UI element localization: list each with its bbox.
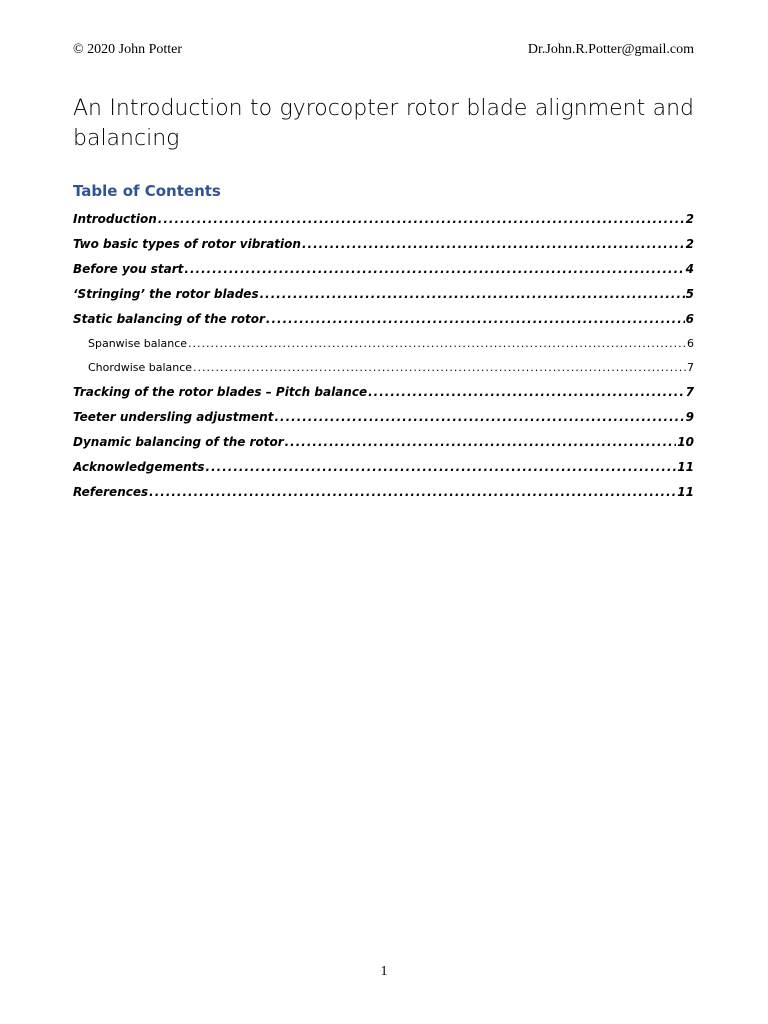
toc-entry[interactable]	[73, 435, 694, 460]
toc-entry-label: Teeter undersling adjustment	[73, 410, 274, 424]
toc-entry-label: Dynamic balancing of the rotor	[73, 435, 284, 449]
toc-entry-label: Chordwise balance	[88, 361, 193, 374]
toc-entry[interactable]	[73, 460, 694, 485]
toc-entry[interactable]	[73, 237, 694, 262]
toc-entry[interactable]	[73, 212, 694, 237]
toc-entry-label: Spanwise balance	[88, 337, 188, 350]
toc-entry-label: Tracking of the rotor blades – Pitch balance	[73, 385, 368, 399]
toc-entry-page: 9	[685, 410, 694, 424]
toc-leader-dots	[184, 262, 684, 276]
table-of-contents	[73, 212, 694, 510]
toc-leader-dots	[206, 460, 677, 474]
toc-entry-label: ‘Stringing’ the rotor blades	[73, 287, 259, 301]
toc-leader-dots	[285, 435, 677, 449]
toc-entry-page: 6	[685, 312, 694, 326]
toc-entry[interactable]	[73, 361, 694, 385]
toc-entry[interactable]	[73, 312, 694, 337]
toc-heading: Table of Contents	[73, 182, 221, 200]
toc-entry-page: 10	[677, 435, 694, 449]
toc-entry-page: 7	[687, 361, 694, 374]
toc-entry-label: Before you start	[73, 262, 184, 276]
header-email: Dr.John.R.Potter@gmail.com	[527, 42, 694, 57]
toc-entry-label: References	[73, 485, 149, 499]
toc-entry-page: 11	[677, 485, 694, 499]
header-copyright: © 2020 John Potter	[73, 42, 183, 57]
toc-leader-dots	[158, 212, 685, 226]
toc-entry-page: 2	[685, 212, 694, 226]
toc-leader-dots	[266, 312, 685, 326]
toc-leader-dots	[188, 337, 686, 350]
toc-entry-page: 6	[687, 337, 694, 350]
document-title: An Introduction to gyrocopter rotor blade alignment and balancing	[73, 96, 694, 151]
toc-leader-dots	[368, 385, 685, 399]
toc-entry-label: Static balancing of the rotor	[73, 312, 265, 326]
toc-leader-dots	[302, 237, 685, 251]
page-header	[73, 42, 694, 62]
toc-entry[interactable]	[73, 385, 694, 410]
page-number: 1	[380, 964, 388, 979]
toc-entry[interactable]	[73, 485, 694, 510]
toc-entry-page: 7	[685, 385, 694, 399]
toc-entry[interactable]	[73, 287, 694, 312]
toc-leader-dots	[149, 485, 676, 499]
toc-leader-dots	[274, 410, 684, 424]
toc-entry-label: Two basic types of rotor vibration	[73, 237, 301, 251]
toc-entry-label: Introduction	[73, 212, 157, 226]
toc-entry[interactable]	[73, 410, 694, 435]
toc-entry-page: 11	[677, 460, 694, 474]
toc-leader-dots	[260, 287, 685, 301]
toc-entry-page: 5	[685, 287, 694, 301]
toc-entry[interactable]	[73, 337, 694, 361]
toc-entry[interactable]	[73, 262, 694, 287]
toc-entry-page: 4	[685, 262, 694, 276]
toc-entry-label: Acknowledgements	[73, 460, 205, 474]
toc-entry-page: 2	[685, 237, 694, 251]
toc-leader-dots	[193, 361, 686, 374]
